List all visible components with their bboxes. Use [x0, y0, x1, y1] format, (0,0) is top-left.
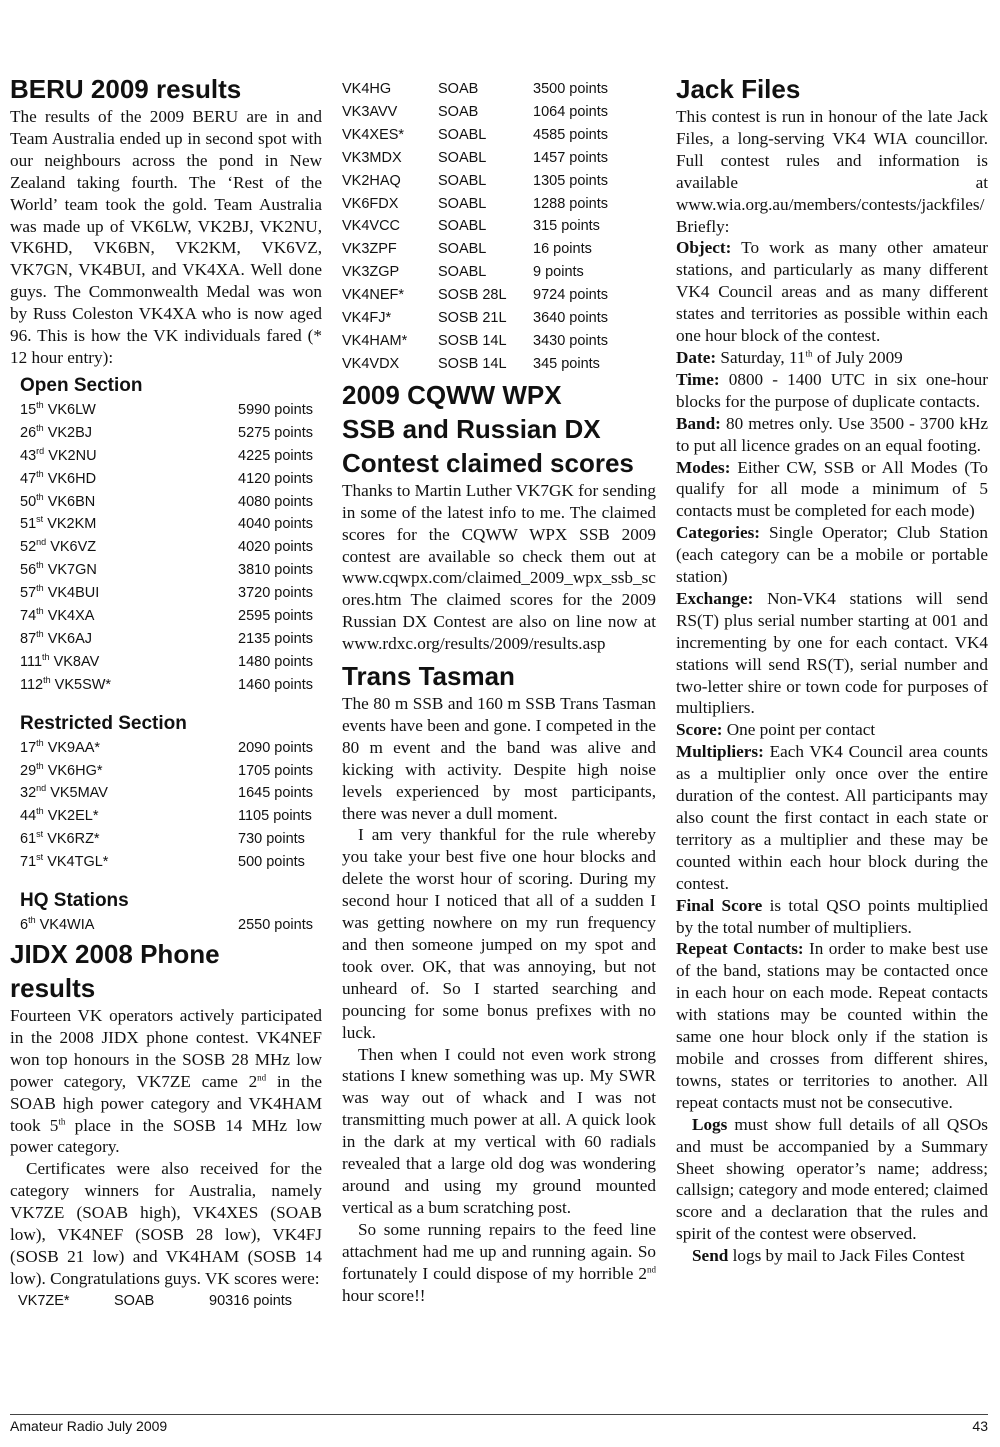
points: 2550 points: [238, 917, 313, 934]
score-row: [342, 170, 656, 193]
score-row: [342, 78, 656, 101]
ordinal-suffix: th: [36, 560, 44, 571]
points: 2595 points: [238, 608, 313, 625]
category: SOABL: [438, 195, 487, 212]
points: 4120 points: [238, 470, 313, 487]
tasman-paragraph-4: [342, 1219, 656, 1307]
band-label: Band:: [676, 413, 721, 433]
callsign: VK2HAQ: [342, 172, 401, 189]
position-callsign: [20, 468, 238, 491]
modes-label: Modes:: [676, 457, 731, 477]
jack-logs: [676, 1114, 988, 1245]
points: 4225 points: [238, 447, 313, 464]
callsign: VK7ZE*: [18, 1292, 70, 1309]
category: SOABL: [438, 149, 487, 166]
multipliers-text: Each VK4 Council area counts as a multiplier only once over the entire duration of the contest. All participants may also count the first contact in each state or territory as a multiplier and these may be counted within each hour block during the contest.: [676, 742, 988, 893]
callsign: VK7GN: [47, 562, 97, 579]
ordinal-suffix: th: [43, 674, 51, 685]
jidx-title-line2: results: [10, 973, 96, 1003]
score-row: [342, 193, 656, 216]
position: 6: [20, 917, 29, 934]
repeat-contacts-text: In order to make best use of the band, stations may be contacted once in each hour on each mode. Repeat contacts with stations may be counted within the same one hour block only if the station is mobile and crosses from different shires, towns, states or territories to another. All repeat contacts must not be consecutive.: [676, 939, 988, 1112]
points: 3500 points: [533, 81, 608, 97]
result-row: [20, 582, 322, 605]
band-text: 80 metres only. Use 3500 - 3700 kHz to put all licence grades on an equal footing.: [676, 413, 988, 455]
ordinal-suffix: th: [36, 491, 44, 502]
points: 2135 points: [238, 630, 313, 647]
ordinal-suffix: nd: [36, 783, 47, 794]
category: SOABL: [438, 126, 487, 143]
jack-time: [676, 369, 988, 413]
callsign: VK2KM: [47, 516, 97, 533]
score-label: Score:: [676, 720, 723, 740]
ordinal-suffix: nd: [36, 537, 47, 548]
callsign: VK9AA*: [47, 739, 101, 756]
open-section-title: Open Section: [20, 374, 143, 396]
category: SOABL: [438, 218, 487, 235]
category: SOAB: [114, 1292, 155, 1309]
points: 1460 points: [238, 676, 313, 693]
ordinal-suffix: th: [28, 915, 36, 926]
points: 1305 points: [533, 172, 608, 189]
position-callsign: [20, 914, 238, 937]
score-row: [18, 1290, 322, 1313]
position: 17: [20, 739, 37, 756]
callsign: VK5MAV: [50, 785, 108, 802]
points: 4020 points: [238, 539, 313, 556]
result-row: [20, 782, 322, 805]
categories-label: Categories:: [676, 523, 760, 543]
jack-exchange: [676, 588, 988, 719]
jack-repeat-contacts: [676, 938, 988, 1113]
result-row: [20, 605, 322, 628]
points: 1645 points: [238, 785, 313, 802]
position: 56: [20, 562, 37, 579]
tasman-p4-sup: nd: [647, 1263, 656, 1274]
score-row: [342, 238, 656, 261]
category: SOSB 21L: [438, 310, 507, 327]
position: 112: [20, 676, 44, 693]
points: 4585 points: [533, 126, 608, 143]
position-callsign: [20, 605, 238, 628]
score-row: [342, 147, 656, 170]
open-section-list: [20, 399, 322, 697]
jack-date: [676, 347, 988, 369]
jack-categories: [676, 522, 988, 588]
position: 47: [20, 470, 37, 487]
position: 44: [20, 808, 37, 825]
date-text-b: of July 2009: [812, 347, 903, 367]
ordinal-suffix: th: [36, 629, 44, 640]
category: SOSB 28L: [438, 287, 507, 304]
callsign: VK4FJ*: [342, 310, 392, 327]
score-text: One point per contact: [722, 720, 876, 740]
callsign: VK4VCC: [342, 218, 401, 235]
points: 5275 points: [238, 424, 313, 441]
position: 74: [20, 608, 37, 625]
category: SOSB 14L: [438, 355, 507, 372]
date-sup: th: [805, 348, 813, 359]
jidx-scores-first: [18, 1290, 322, 1313]
callsign: VK6FDX: [342, 195, 399, 212]
column-2: [342, 78, 656, 1306]
callsign: VK5SW*: [54, 676, 112, 693]
trans-tasman-title: Trans Tasman: [342, 661, 515, 692]
position-callsign: [20, 582, 238, 605]
points: 1480 points: [238, 653, 313, 670]
ordinal-suffix: th: [36, 468, 44, 479]
points: 4080 points: [238, 493, 313, 510]
ordinal-suffix: st: [36, 852, 44, 863]
exchange-label: Exchange:: [676, 588, 754, 608]
position: 15: [20, 401, 37, 418]
result-row: [20, 760, 322, 783]
position-callsign: [20, 445, 238, 468]
result-row: [20, 536, 322, 559]
position: 87: [20, 630, 37, 647]
callsign: VK4NEF*: [342, 287, 405, 304]
restricted-section-list: [20, 737, 322, 874]
position: 43: [20, 447, 37, 464]
points: 4040 points: [238, 516, 313, 533]
callsign: VK6HG*: [47, 762, 103, 779]
jack-multipliers: [676, 741, 988, 894]
result-row: [20, 914, 322, 937]
footer-publication: Amateur Radio July 2009: [10, 1418, 168, 1434]
jack-send: [676, 1245, 988, 1267]
callsign: VK6LW: [47, 401, 96, 418]
category: SOAB: [438, 103, 479, 120]
jack-object: [676, 237, 988, 347]
logs-text: must show full details of all QSOs and must be accompanied by a Summary Sheet showing operator’s name; address; callsign; category and mode entered; claimed score and a declaration that the rules and spirit of the contest were observed.: [676, 1114, 988, 1244]
tasman-p4-part-a: So some running repairs to the feed line attachment had me up and running again. So fortunately I could dispose of my horrible 2: [342, 1219, 656, 1283]
jidx-p1-sup-2: th: [58, 1115, 66, 1126]
beru-intro: The results of the 2009 BERU are in and Team Australia ended up in second spot with our neighbours across the pond in New Zealand taking fourth. The ‘Rest of the World’ team took the gold. Team Australia was made up of VK6LW, VK2BJ, VK2NU, VK6HD, VK6BN, VK2KM, VK6VZ, VK7GN, VK4BUI, and VK4XA. Well done guys. The Commonwealth Medal was won by Russ Coleston VK4XA who is now aged 96. This is how the VK individuals fared (* 12 hour entry):: [10, 107, 322, 367]
ordinal-suffix: th: [36, 760, 44, 771]
send-text: logs by mail to Jack Files Contest: [728, 1246, 965, 1266]
score-row: [342, 330, 656, 353]
score-row: [342, 215, 656, 238]
callsign: VK6BN: [47, 493, 96, 510]
points: 1064 points: [533, 103, 608, 120]
multipliers-label: Multipliers:: [676, 742, 764, 762]
points: 500 points: [238, 854, 305, 871]
points: 2090 points: [238, 739, 313, 756]
object-label: Object:: [676, 238, 732, 258]
callsign: VK2EL*: [47, 808, 99, 825]
points: 3720 points: [238, 585, 313, 602]
logs-label: Logs: [692, 1114, 728, 1134]
jidx-title: [10, 937, 322, 1005]
date-text-a: Saturday, 11: [716, 347, 806, 367]
cqww-title-line2: SSB and Russian DX: [342, 413, 601, 444]
position: 71: [20, 854, 37, 871]
points: 1105 points: [238, 808, 312, 825]
points: 345 points: [533, 355, 600, 372]
ordinal-suffix: th: [36, 583, 44, 594]
score-row: [342, 307, 656, 330]
callsign: VK6VZ: [50, 539, 97, 556]
result-row: [20, 851, 322, 874]
final-score-text: is total QSO points multiplied by the total number of multipliers.: [676, 895, 988, 937]
position-callsign: [20, 651, 238, 674]
result-row: [20, 491, 322, 514]
tasman-paragraph-2: I am very thankful for the rule whereby you take your best five one hour blocks and delete the worst hour of scoring. During my second hour I noticed that all of a sudden I was getting nowhere on my run frequency and then someone jumped on my spot and took over. OK, that was annoying, but not unheard of. So I started searching and pouncing for some bonus prefixes with no luck.: [342, 825, 656, 1042]
position-callsign: [20, 513, 238, 536]
cqww-title-line3: Contest claimed scores: [342, 447, 634, 478]
position-callsign: [20, 674, 238, 697]
result-row: [20, 399, 322, 422]
points: 1457 points: [533, 149, 608, 166]
time-text: 0800 - 1400 UTC in six one-hour blocks for the purpose of duplicate contacts.: [676, 369, 988, 411]
points: 3430 points: [533, 332, 608, 349]
callsign: VK8AV: [53, 653, 100, 670]
result-row: [20, 468, 322, 491]
jidx-title-line1: JIDX 2008 Phone: [10, 939, 220, 969]
position: 111: [20, 653, 43, 670]
position-callsign: [20, 737, 238, 760]
callsign: VK4BUI: [47, 585, 100, 602]
ordinal-suffix: st: [36, 514, 44, 525]
position: 61: [20, 831, 37, 848]
restricted-section-title: Restricted Section: [20, 712, 187, 734]
cqww-title: [342, 378, 656, 480]
jidx-paragraph-2: Certificates were also received for the category winners for Australia, namely VK7ZE (SOAB high), VK4XES (SOAB low), VK4NEF (SOSB 28 low), VK4FJ (SOSB 21 low) and VK4HAM (SOSB 14 low). Congratulations guys. VK scores were:: [10, 1159, 322, 1288]
ordinal-suffix: th: [36, 422, 44, 433]
result-row: [20, 805, 322, 828]
points: 1288 points: [533, 195, 608, 212]
points: 1705 points: [238, 762, 313, 779]
category: SOSB 14L: [438, 332, 507, 349]
position-callsign: [20, 828, 238, 851]
points: 90316 points: [209, 1292, 293, 1309]
callsign: VK3ZPF: [342, 241, 397, 258]
jidx-paragraph-1: [10, 1005, 322, 1158]
jidx-p1-part-c: place in the SOSB 14 MHz low power category.: [10, 1115, 322, 1157]
points: 9 points: [533, 264, 584, 281]
callsign: VK4HAM*: [342, 332, 408, 349]
time-label: Time:: [676, 369, 720, 389]
callsign: VK3MDX: [342, 149, 402, 166]
ordinal-suffix: th: [36, 400, 44, 411]
position: 26: [20, 424, 37, 441]
callsign: VK4XES*: [342, 126, 405, 143]
callsign: VK4XA: [47, 608, 95, 625]
points: 730 points: [238, 831, 305, 848]
position: 29: [20, 762, 37, 779]
cqww-body: Thanks to Martin Luther VK7GK for sending in some of the latest info to me. The claimed scores for the CQWW WPX SSB 2009 contest are available so check them out at www.cqwpx.com/claimed_2009_wpx_ssb_scores.htm The claimed scores for the 2009 Russian DX Contest are also on line now at www.rdxc.org/results/2009/results.asp: [342, 480, 656, 654]
position: 50: [20, 493, 37, 510]
modes-text: Either CW, SSB or All Modes (To qualify for all mode a minimum of 5 contacts must be completed for each mode): [676, 457, 988, 521]
score-row: [342, 284, 656, 307]
points: 16 points: [533, 241, 592, 258]
send-label: Send: [692, 1246, 729, 1266]
callsign: VK2BJ: [47, 424, 93, 441]
score-row: [342, 124, 656, 147]
category: SOABL: [438, 241, 487, 258]
jack-final-score: [676, 895, 988, 939]
position-callsign: [20, 628, 238, 651]
ordinal-suffix: th: [36, 606, 44, 617]
column-3: [676, 72, 988, 1267]
exchange-text: Non-VK4 stations will send RS(T) plus serial number starting at 001 and incrementing by one for each contact. VK4 stations will send RS(T), serial number and two-letter shire or town code for purposes of multipliers.: [676, 588, 988, 718]
result-row: [20, 513, 322, 536]
callsign: VK2NU: [48, 447, 97, 464]
tasman-paragraph-1: The 80 m SSB and 160 m SSB Trans Tasman events have been and gone. I competed in the 80 m event and the band was alive and kicking with activity. Despite high noise levels experienced by most participants, there was never a dull moment.: [342, 694, 656, 823]
position: 32: [20, 785, 37, 802]
callsign: VK4VDX: [342, 355, 400, 372]
points: 315 points: [533, 218, 600, 235]
ordinal-suffix: th: [42, 652, 50, 663]
ordinal-suffix: st: [36, 829, 44, 840]
position: 52: [20, 539, 37, 556]
position-callsign: [20, 399, 238, 422]
jidx-scores-rest: [342, 78, 656, 376]
position: 51: [20, 516, 37, 533]
page-number: 43: [972, 1418, 988, 1434]
callsign: VK6RZ*: [47, 831, 100, 848]
points: 5990 points: [238, 401, 313, 418]
score-row: [342, 101, 656, 124]
callsign: VK4TGL*: [47, 854, 109, 871]
tasman-paragraph-3: Then when I could not even work strong stations I knew something was up. My SWR was way out of whack and I was not transmitting much power at all. A quick look in the dark at my vertical with 60 radials revealed that a large old dog was wondering around and using my ground mounted vertical as a bum scratching post.: [342, 1044, 656, 1217]
beru-title: BERU 2009 results: [10, 74, 242, 104]
jack-intro: This contest is run in honour of the late Jack Files, a long-serving VK4 WIA councillor. Full contest rules and information is available at www.wia.org.au/members/contests/jackfiles/ Briefly:: [676, 107, 988, 236]
callsign: VK4HG: [342, 81, 392, 97]
jidx-p1-part-b: in the SOAB high power category and VK4HAM took 5: [10, 1071, 322, 1135]
jack-modes: [676, 457, 988, 523]
page-footer: [10, 1414, 988, 1434]
category: SOABL: [438, 264, 487, 281]
callsign: VK4WIA: [39, 917, 95, 934]
hq-stations-list: [20, 914, 322, 937]
category: SOABL: [438, 172, 487, 189]
date-label: Date:: [676, 347, 717, 367]
position-callsign: [20, 851, 238, 874]
categories-text: Single Operator; Club Station (each category can be a mobile or portable station): [676, 523, 988, 587]
ordinal-suffix: rd: [36, 445, 45, 456]
result-row: [20, 737, 322, 760]
jack-score: [676, 719, 988, 741]
cqww-title-line1: 2009 CQWW WPX: [342, 379, 562, 410]
hq-stations-title: HQ Stations: [20, 890, 129, 912]
callsign: VK6AJ: [47, 630, 93, 647]
category: SOAB: [438, 81, 479, 97]
result-row: [20, 445, 322, 468]
position-callsign: [20, 782, 238, 805]
position: 57: [20, 585, 37, 602]
jack-files-title: Jack Files: [676, 74, 801, 104]
callsign: VK3ZGP: [342, 264, 400, 281]
jack-band: [676, 413, 988, 457]
result-row: [20, 559, 322, 582]
jidx-p1-part-a: Fourteen VK operators actively participated in the 2008 JIDX phone contest. VK4NEF won top honours in the SOSB 28 MHz low power category, VK7ZE came 2: [10, 1006, 322, 1091]
position-callsign: [20, 422, 238, 445]
object-text: To work as many other amateur stations, and particularly as many different VK4 Council areas and as many different states and territories as possible within each one hour block of the contest.: [676, 238, 988, 346]
score-row: [342, 353, 656, 376]
ordinal-suffix: th: [36, 806, 44, 817]
result-row: [20, 674, 322, 697]
ordinal-suffix: th: [36, 737, 44, 748]
position-callsign: [20, 760, 238, 783]
points: 3640 points: [533, 310, 608, 327]
position-callsign: [20, 491, 238, 514]
result-row: [20, 628, 322, 651]
points: 9724 points: [533, 287, 608, 304]
jidx-p1-sup-1: nd: [257, 1071, 267, 1082]
callsign: VK3AVV: [342, 103, 398, 120]
points: 3810 points: [238, 562, 313, 579]
result-row: [20, 828, 322, 851]
position-callsign: [20, 536, 238, 559]
tasman-p4-part-b: hour score!!: [342, 1285, 426, 1305]
position-callsign: [20, 559, 238, 582]
repeat-contacts-label: Repeat Contacts:: [676, 939, 804, 959]
result-row: [20, 651, 322, 674]
result-row: [20, 422, 322, 445]
position-callsign: [20, 805, 238, 828]
callsign: VK6HD: [47, 470, 97, 487]
column-1: [10, 72, 322, 1313]
score-row: [342, 261, 656, 284]
final-score-label: Final Score: [676, 895, 763, 915]
